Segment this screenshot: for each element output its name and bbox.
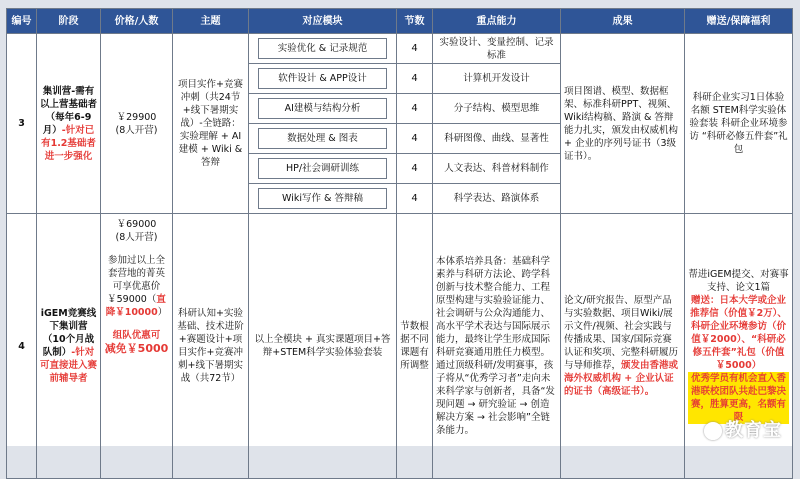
outcome-cell: 项目图谱、模型、数据框架、标准科研PPT、视频、Wiki结构稿、路演 & 答辩能力扎实，颁发由权威机构 + 企业的序列号证书（3级证书）。 <box>561 34 685 214</box>
benefit-highlight: 优秀学员有机会直入香港联校团队共赴巴黎决赛，胜算更高，名额有限 <box>688 372 789 424</box>
session-cell: 4 <box>397 64 433 94</box>
header-benefit: 赠送/保障福利 <box>685 9 793 34</box>
curriculum-table <box>6 8 793 479</box>
stage-note: -针对可直接进入赛前辅导者 <box>40 347 98 384</box>
people-count: (8人开营) <box>115 232 158 243</box>
session-cell: 4 <box>397 124 433 154</box>
theme-cell: 科研认知+实验基础、技术进阶+赛题设计+项目实作+竞赛冲刺+线下暑期实战（共72节） <box>173 214 249 479</box>
module-item: Wiki写作 & 答辩稿 <box>258 188 387 209</box>
ability-cell: 实验设计、变量控制、记录标准 <box>433 34 561 64</box>
price-value: ￥29900 <box>116 111 157 123</box>
module-item: HP/社会调研训练 <box>258 158 387 179</box>
stage-main: 集训营-需有以上营基础者（每年6-9月） <box>40 85 98 136</box>
module-cell <box>249 64 397 94</box>
ability-cell: 人文表达、科普材料制作 <box>433 154 561 184</box>
module-item: 数据处理 & 图表 <box>258 128 387 149</box>
theme-cell: 项目实作+竞赛冲刺（共24节+线下暑期实战）-全链路：实验理解 + AI建模 + Wiki & 答辩 <box>173 34 249 214</box>
price-cell <box>101 34 173 214</box>
module-cell: 以上全模块 + 真实课题项目+答辩+STEM科学实验体验套装 <box>249 214 397 479</box>
table-row <box>7 34 793 64</box>
header-stage: 阶段 <box>37 9 101 34</box>
price-close: ） <box>157 307 168 318</box>
header-outcome: 成果 <box>561 9 685 34</box>
group-discount: 组队优惠可 <box>112 330 161 341</box>
watermark-logo-icon <box>704 422 722 440</box>
benefit-gift: 赠送：日本大学或企业推荐信（价值￥2万）、科研企业环境参访（价值￥2000）、“科研必修五件套”礼包（价值￥5000） <box>690 295 787 371</box>
header-theme: 主题 <box>173 9 249 34</box>
watermark-text: 教育宝 <box>725 420 782 441</box>
stage-cell <box>37 214 101 479</box>
header-sessions: 节数 <box>397 9 433 34</box>
session-cell: 节数根据不同课题有所调整 <box>397 214 433 479</box>
header-row <box>7 9 793 34</box>
price-note <box>104 254 169 319</box>
module-cell <box>249 94 397 124</box>
ability-cell: 分子结构、模型思维 <box>433 94 561 124</box>
header-price: 价格/人数 <box>101 9 173 34</box>
price-direct: 直降￥10000 <box>105 294 166 318</box>
session-cell: 4 <box>397 154 433 184</box>
row-id: 4 <box>7 214 37 479</box>
outcome-cert: 颁发由香港或海外权威机构 + 企业认证的证书（高级证书）。 <box>564 360 679 397</box>
stage-note: -针对已有1.2基础者进一步强化 <box>41 124 96 162</box>
header-ability: 重点能力 <box>433 9 561 34</box>
outcome-cell <box>561 214 685 479</box>
benefit-cell: 科研企业实习1日体验名额 STEM科学实验体验套装 科研企业环境参访 “科研必修五件套”礼包 <box>685 34 793 214</box>
benefit-main: 帮进iGEM提交、对赛事支持、论文1篇 <box>688 269 789 293</box>
table-row <box>7 214 793 479</box>
outcome-text: 论文/研究报告、原型产品与实验数据、项目Wiki/展示文件/视频、社会实践与传播成果、国家/国际竞赛认证和奖项、完整科研履历与导师推荐， <box>564 295 679 371</box>
price-value: ￥69000 <box>116 219 157 230</box>
header-id: 编号 <box>7 9 37 34</box>
ability-cell: 科研图像、曲线、显著性 <box>433 124 561 154</box>
row-id: 3 <box>7 34 37 214</box>
module-item: 实验优化 & 记录规范 <box>258 38 387 59</box>
stage-main: iGEM竞赛线下集训营（10个月战队制） <box>40 308 97 358</box>
session-cell: 4 <box>397 34 433 64</box>
curriculum-table-frame <box>6 8 792 446</box>
module-cell <box>249 124 397 154</box>
watermark <box>704 416 782 442</box>
module-cell <box>249 154 397 184</box>
ability-cell: 科学表达、路演体系 <box>433 184 561 214</box>
session-cell: 4 <box>397 94 433 124</box>
price-note-text: 参加过以上全套营地的菁英可享优惠价￥59000（ <box>107 255 165 305</box>
ability-cell: 本体系培养具备：基础科学素养与科研方法论、跨学科创新与技术整合能力、工程原型构建与实验验证能力、社会调研与公众沟通能力、高水平学术表达与国际展示能力，最终让学生形成国际科研竞赛通用胜任力模型。通过顶级科研/发明赛事，孩子将从“优秀学习者”走向未来科学家与创新者，具备“发现问题 → 研究验证 → 创造解决方案 → 社会影响”全链条能力。 <box>433 214 561 479</box>
session-cell: 4 <box>397 184 433 214</box>
ability-cell: 计算机开发设计 <box>433 64 561 94</box>
header-modules: 对应模块 <box>249 9 397 34</box>
price-cell <box>101 214 173 479</box>
module-cell <box>249 184 397 214</box>
module-item: 软件设计 & APP设计 <box>258 68 387 89</box>
people-count: (8人开营) <box>115 124 158 136</box>
stage-cell <box>37 34 101 214</box>
group-discount-amount: 减免￥5000 <box>104 342 169 355</box>
module-cell <box>249 34 397 64</box>
module-item: AI建模与结构分析 <box>258 98 387 119</box>
